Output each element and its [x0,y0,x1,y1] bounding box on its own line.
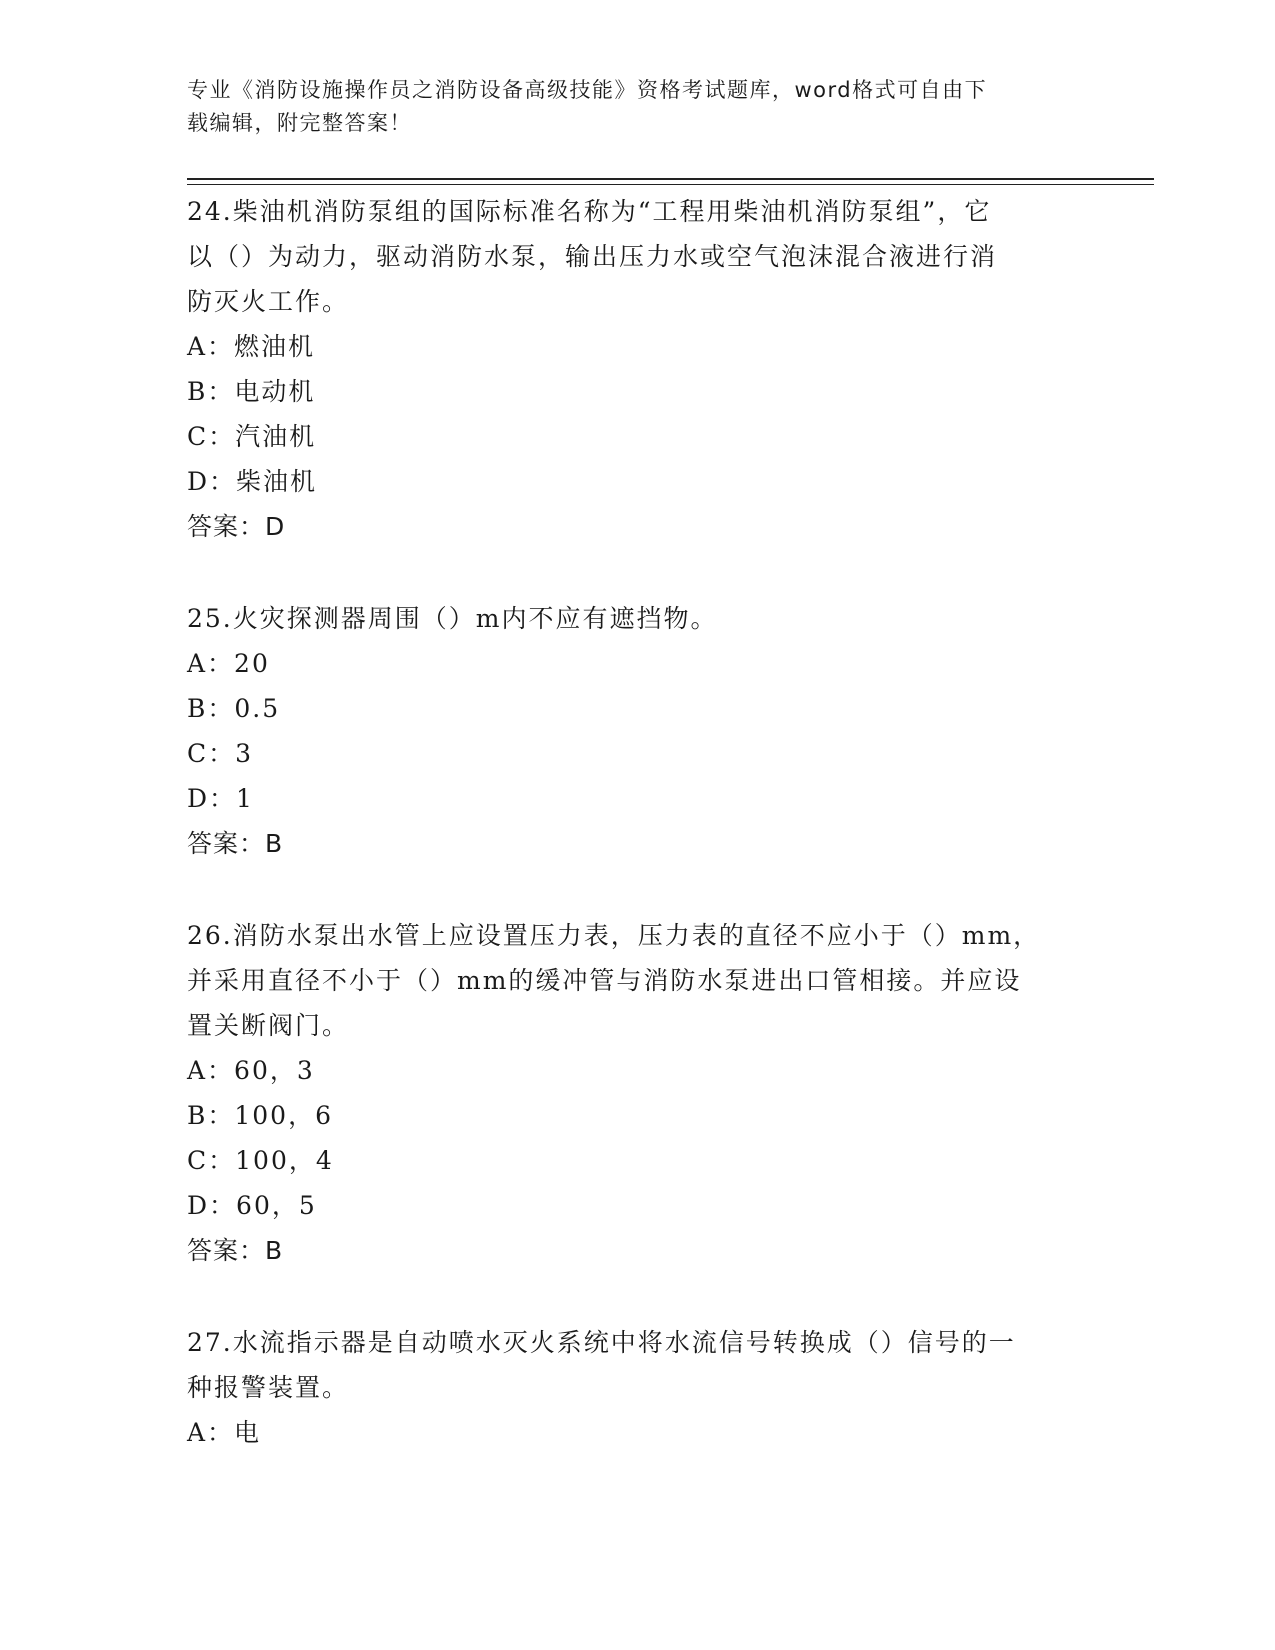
answer: 答案：B [187,829,284,858]
question-24 [187,189,1087,550]
option-a: A：60，3 [187,1056,315,1085]
option-b: B：0.5 [187,694,281,723]
question-line: 防灭火工作。 [187,287,350,316]
question-text [187,189,1087,324]
question-25 [187,596,1087,867]
question-27 [187,1320,1087,1455]
question-text [187,1320,1087,1410]
option-d: D：柴油机 [187,467,318,496]
question-line: 置关断阀门。 [187,1011,350,1040]
option-c: C：汽油机 [187,422,317,451]
question-line: 种报警装置。 [187,1373,350,1402]
answer: 答案：B [187,1236,284,1265]
question-line: 并采用直径不小于（）mm的缓冲管与消防水泵进出口管相接。并应设 [187,966,1022,995]
answer: 答案：D [187,512,286,541]
header-divider-thin [187,184,1154,185]
option-c: C：3 [187,739,254,768]
question-line: 24.柴油机消防泵组的国际标准名称为“工程用柴油机消防泵组”，它 [187,197,992,226]
option-b: B：100，6 [187,1101,333,1130]
option-a: A：电 [187,1418,262,1447]
option-c: C：100，4 [187,1146,334,1175]
question-line: 以（）为动力，驱动消防水泵，输出压力水或空气泡沫混合液进行消 [187,242,998,271]
question-text [187,913,1087,1048]
option-d: D：1 [187,784,254,813]
header-divider-thick [187,178,1154,180]
header-line-1: 专业《消防设施操作员之消防设备高级技能》资格考试题库，word格式可自由下 [187,78,988,102]
option-a: A：燃油机 [187,332,316,361]
question-list [187,189,1087,1501]
question-line: 26.消防水泵出水管上应设置压力表，压力表的直径不应小于（）mm， [187,921,1041,950]
option-d: D：60，5 [187,1191,317,1220]
header-line-2: 载编辑，附完整答案！ [187,111,412,135]
document-header [187,74,1087,140]
option-a: A：20 [187,649,270,678]
option-b: B：电动机 [187,377,316,406]
question-line: 27.水流指示器是自动喷水灭火系统中将水流信号转换成（）信号的一 [187,1328,1016,1357]
question-line: 25.火灾探测器周围（）m内不应有遮挡物。 [187,604,718,633]
question-text [187,596,1087,641]
question-26 [187,913,1087,1274]
